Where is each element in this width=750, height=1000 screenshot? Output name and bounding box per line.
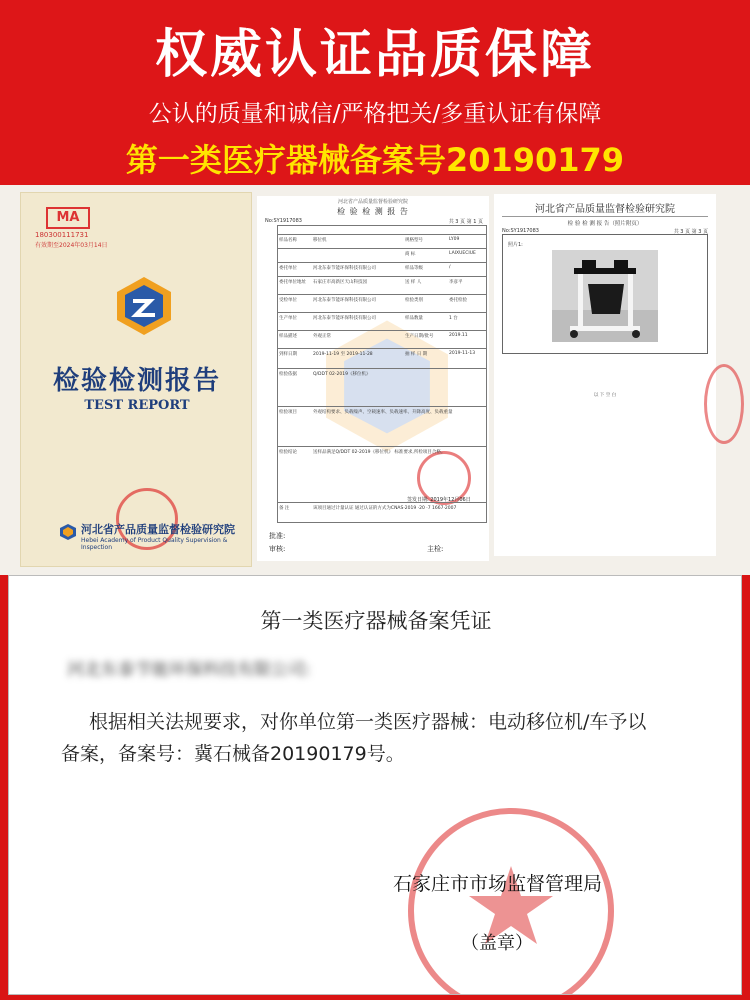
photo-label: 照片1: — [508, 242, 523, 248]
form-row-value2: 李彦平 — [449, 280, 463, 285]
form-row — [277, 312, 487, 321]
registration-number: 第一类医疗器械备案号20190179 — [125, 141, 625, 179]
form-row-label: 检验依据 — [279, 372, 297, 377]
form-row — [277, 294, 487, 303]
form-row-label2: 商 标 — [405, 252, 416, 257]
form-row-value: 外观结构要求、负载噪声、空载速率、负载速率、升降高度、负载重量 — [313, 410, 453, 415]
form-row-value: 2019-11-19 至 2019-11-28 — [313, 352, 373, 357]
cma-logo: MA — [46, 207, 90, 229]
form-row-label: 生产单位 — [279, 316, 297, 321]
form-row-value2: 委托检验 — [449, 298, 467, 303]
form-row — [277, 330, 487, 339]
transfer-lift-illustration — [552, 250, 658, 342]
form-row-label2: 送 样 人 — [405, 280, 422, 285]
signature-review: 审核: — [269, 545, 286, 553]
cover-title-en: TEST REPORT — [84, 398, 190, 413]
photo-page-title: 检 验 检 测 报 告（照片附页） — [567, 221, 643, 227]
form-row-label: 委托单位地址 — [279, 280, 306, 285]
cma-number: 180300111731 — [35, 231, 89, 239]
filing-certificate — [8, 575, 742, 995]
institute-logo-icon — [113, 275, 175, 337]
photo-page-institute: 河北省产品质量监督检验研究院 — [535, 204, 675, 215]
form-row-label: 样品描述 — [279, 334, 297, 339]
form-row-value: 该项目通过计量认证 通过认证的方式为CNAS·2019 ·20 ·7 1667·2007 — [313, 506, 457, 511]
form-row-label: 备 注 — [279, 506, 290, 511]
photo-page-report-no: No:SY1917083 — [502, 228, 539, 234]
form-row-value2: / — [449, 265, 451, 270]
photo-page-number: 共 3 页 第 3 页 — [673, 229, 708, 235]
form-row-value: Q/DDT 02-2019《移位机》 — [313, 372, 371, 377]
form-title: 检 验 检 测 报 告 — [337, 207, 409, 216]
form-row-value: 河北东泰节能环保科技有限公司 — [313, 316, 376, 321]
photo-page-divider — [502, 216, 708, 217]
form-report-no: No:SY1917083 — [265, 218, 302, 224]
form-row-label2: 规格型号 — [405, 238, 423, 243]
report-photo-page — [494, 194, 716, 556]
form-row-value: 外观正常 — [313, 334, 331, 339]
form-row — [277, 368, 487, 377]
form-row-label2: 检验类别 — [405, 298, 423, 303]
form-row-value: 石家庄市高新区天山科技园 — [313, 280, 367, 285]
form-row — [277, 446, 487, 455]
form-row-label2: 样品数量 — [405, 316, 423, 321]
report-cover — [20, 192, 252, 567]
form-row-value: 河北东泰节能环保科技有限公司 — [313, 266, 376, 271]
cma-note: 有效期至2024年03月14日 — [35, 242, 108, 249]
product-photo — [552, 250, 658, 342]
photo-page-seal — [704, 364, 744, 444]
form-row-value2: LY09 — [449, 237, 460, 242]
form-row — [277, 502, 487, 511]
promo-title: 权威认证品质保障 — [154, 25, 595, 85]
cover-title: 检验检测报告 — [52, 366, 221, 396]
form-row-value2: 1 台 — [449, 316, 458, 321]
promo-subtitle: 公认的质量和诚信/严格把关/多重认证有保障 — [148, 101, 602, 127]
issuing-office: 石家庄市市场监督管理局 — [393, 873, 603, 895]
form-row-label: 到样日期 — [279, 352, 297, 357]
promo-header — [0, 0, 750, 185]
form-row — [277, 262, 487, 271]
form-row-label2: 抽 样 日 期 — [405, 352, 428, 357]
form-row-value2: 2019-11-13 — [449, 351, 476, 356]
form-row-label2: 生产日期/批号 — [405, 334, 434, 339]
signature-approve: 批准: — [269, 532, 286, 540]
form-row-value2: 2019.11 — [449, 333, 468, 338]
form-row-label: 检验结论 — [279, 450, 297, 455]
report-form — [257, 196, 489, 561]
signature-main: 主检: — [427, 545, 444, 553]
form-row-label: 检验项目 — [279, 410, 297, 415]
stamp-label: （盖章） — [461, 933, 533, 954]
certificate-body-line1: 根据相关法规要求，对你单位第一类医疗器械：电动移位机/车予以 — [89, 711, 647, 733]
form-row-value: 河北东泰节能环保科技有限公司 — [313, 298, 376, 303]
certificate-company: 河北东泰节能环保科技有限公司: — [67, 660, 311, 680]
form-institute: 河北省产品质量监督检验研究院 — [337, 199, 408, 205]
cover-institute: 河北省产品质量监督检验研究院 — [81, 523, 235, 536]
form-row-label: 样品名称 — [279, 238, 297, 243]
sign-date: 签发日期: 2019年12月06日 — [407, 497, 471, 503]
form-row-label2: 样品等级 — [405, 266, 423, 271]
form-row-value: 送样品满足Q/DDT 02-2019《移位机》 标准要求,所检项目合格。 — [313, 450, 446, 455]
photo-caption: 以 下 空 白 — [593, 393, 617, 398]
certificate-body-line2: 备案，备案号：冀石械备20190179号。 — [61, 743, 405, 765]
form-row-value: 移位机 — [313, 238, 327, 243]
institute-small-logo-icon — [59, 523, 77, 541]
form-row — [277, 276, 487, 285]
form-row-label: 委托单位 — [279, 266, 297, 271]
form-row-label: 受检单位 — [279, 298, 297, 303]
form-row — [277, 348, 487, 357]
form-row — [277, 406, 487, 415]
form-row-value2: LAIXUECIUE — [449, 251, 476, 256]
official-seal-icon — [404, 804, 619, 995]
certificate-title: 第一类医疗器械备案凭证 — [260, 609, 492, 633]
cover-institute-en: Hebei Academy of Product Quality Supervision & Inspection — [81, 537, 228, 551]
form-row — [277, 248, 487, 257]
form-page: 共 3 页 第 1 页 — [448, 219, 483, 225]
form-row — [277, 234, 487, 243]
